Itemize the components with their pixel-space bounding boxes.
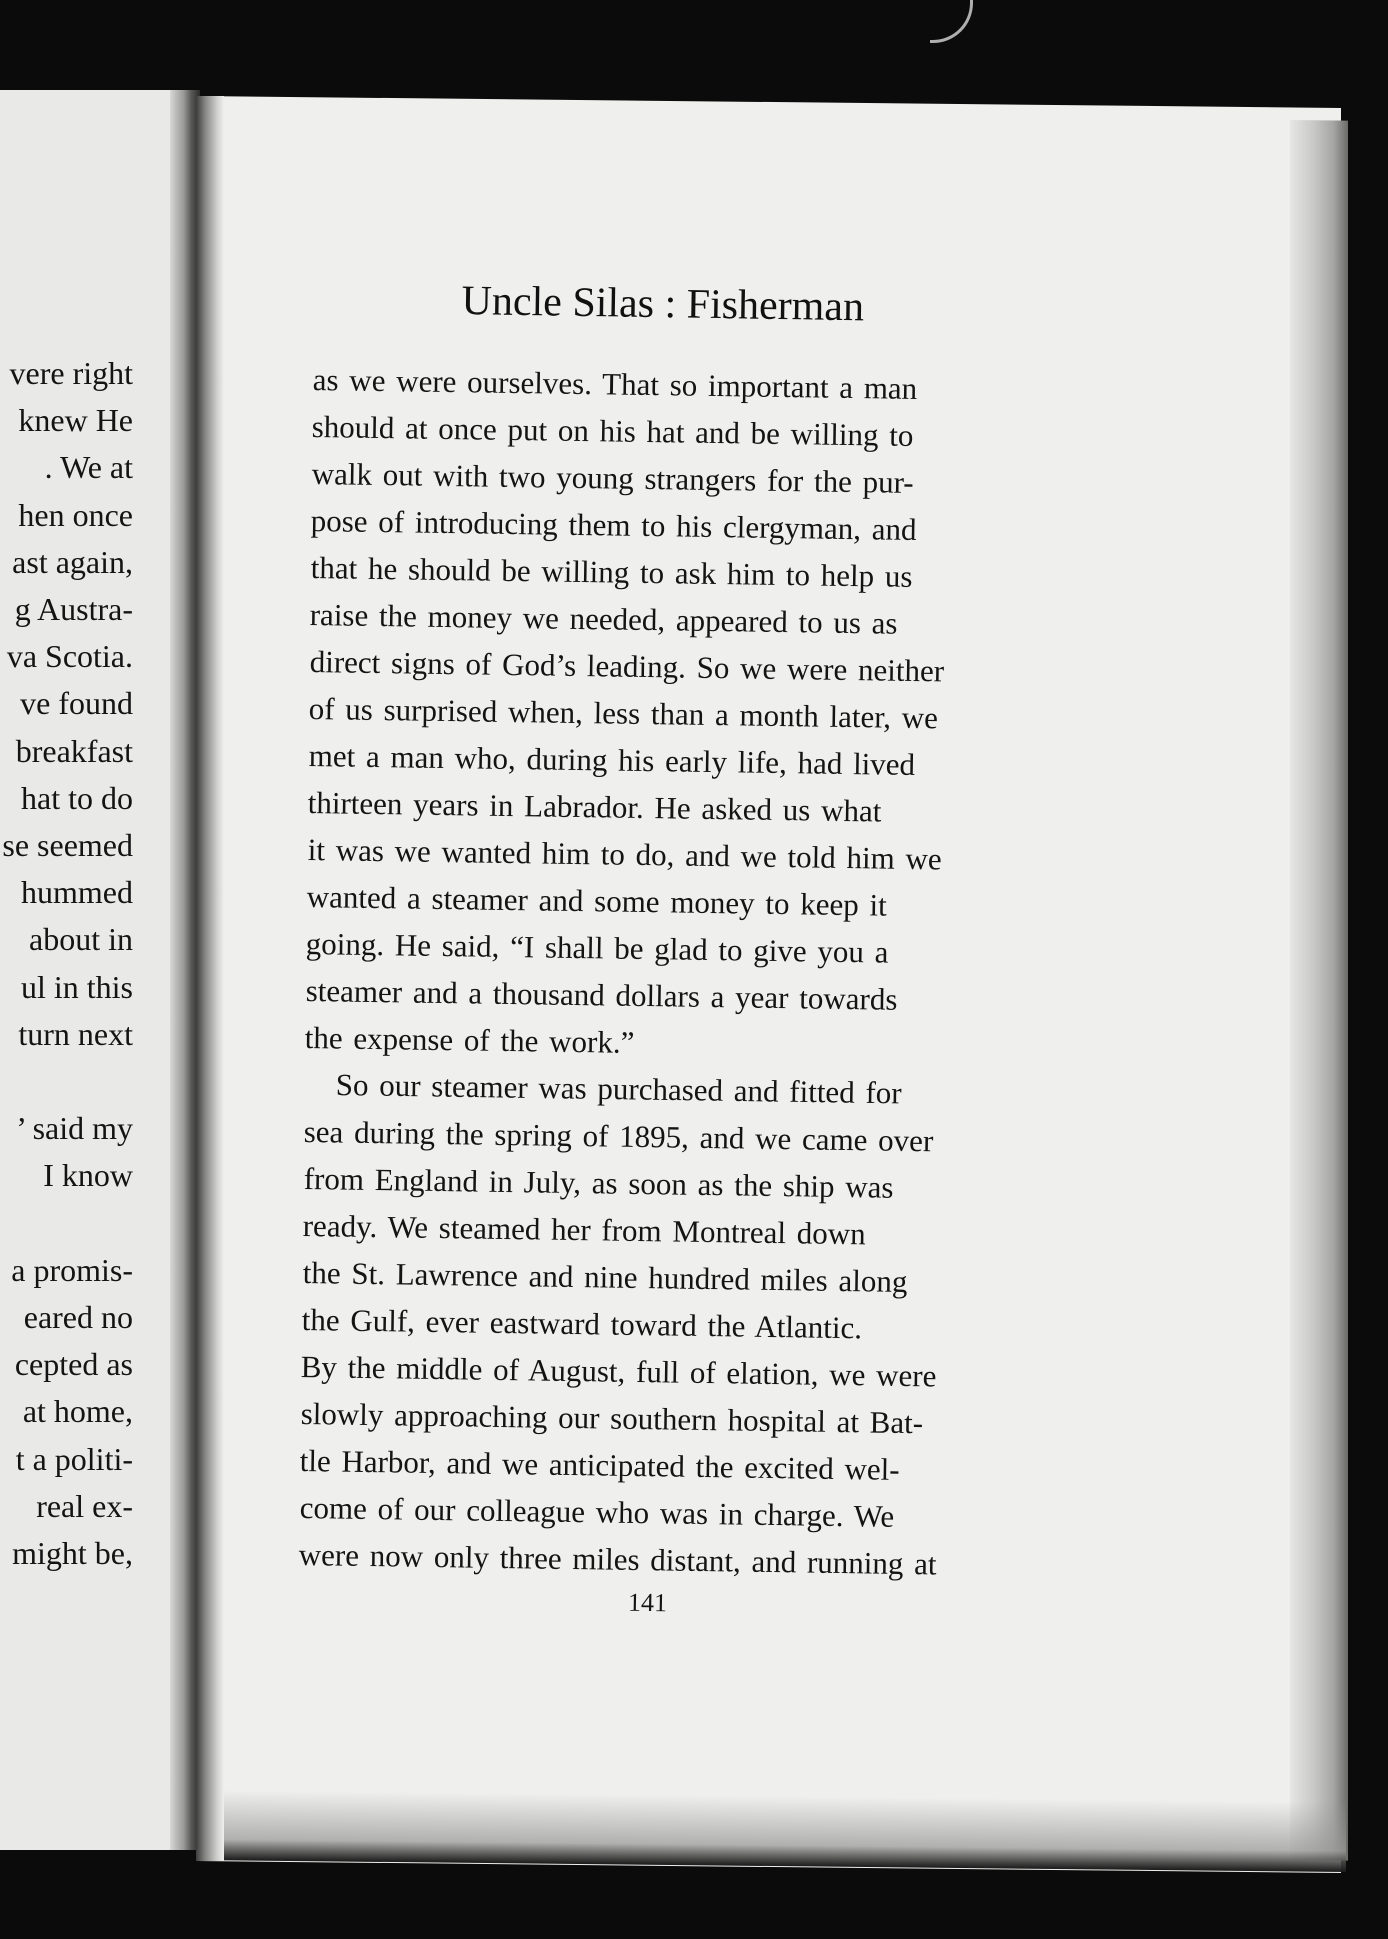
body-line: as we were ourselves. That so important a man (312, 362, 918, 406)
left-page-line: g Austra- (14, 591, 133, 627)
left-page-line: eared no (23, 1299, 133, 1335)
left-page-line: ul in this (20, 968, 133, 1005)
running-head: Uncle Silas : Fisherman (461, 277, 865, 331)
right-page-gutter (196, 96, 224, 1861)
body-line: met a man who, during his early life, had lived (308, 738, 915, 782)
left-page-line: . We at (44, 449, 133, 486)
page-bottom-shadow (196, 1790, 1346, 1872)
body-line: it was we wanted him to do, and we told him we (307, 832, 942, 877)
left-page-line: ast again, (12, 543, 133, 580)
body-line: from England in July, as soon as the ship was (303, 1161, 894, 1205)
left-page-line: vere right (9, 355, 133, 391)
body-line: raise the money we needed, appeared to us as (309, 597, 899, 641)
body-line: come of our colleague who was in charge. We (299, 1490, 895, 1534)
body-line: By the middle of August, full of elation, we were (300, 1349, 938, 1394)
body-line: of us surprised when, less than a month later, we (308, 691, 939, 736)
left-page-line: cepted as (14, 1346, 133, 1383)
body-line: the Gulf, ever eastward toward the Atlantic. (301, 1302, 863, 1346)
body-line: So our steamer was purchased and fitted for (335, 1067, 902, 1111)
body-line: pose of introducing them to his clergyman, and (310, 503, 918, 547)
body-line: sea during the spring of 1895, and we came over (303, 1114, 934, 1159)
left-page-line: a promis- (11, 1251, 133, 1288)
left-page-line: se seemed (2, 827, 133, 863)
body-line: the expense of the work.” (304, 1020, 635, 1060)
body-line: direct signs of God’s leading. So we were neither (309, 644, 945, 689)
left-page-line: t a politi- (15, 1440, 133, 1477)
left-page-line: hummed (21, 874, 133, 911)
left-page-line: knew He (18, 402, 133, 439)
left-page-line: about in (29, 921, 133, 958)
body-line: were now only three miles distant, and running at (298, 1537, 938, 1582)
left-page-line: turn next (18, 1015, 133, 1052)
body-line: steamer and a thousand dollars a year towards (305, 973, 898, 1017)
body-line: that he should be willing to ask him to help us (310, 550, 913, 594)
scan-smudge (930, 0, 973, 43)
left-page-line: might be, (12, 1535, 133, 1571)
left-page-line: hen once (18, 496, 133, 533)
left-page-line: at home, (22, 1393, 133, 1430)
body-line: thirteen years in Labrador. He asked us what (307, 785, 882, 829)
left-page-line: real ex- (36, 1487, 133, 1524)
body-line: ready. We steamed her from Montreal down (302, 1208, 867, 1252)
body-line: walk out with two young strangers for the pur- (311, 456, 914, 500)
left-page-line: hat to do (21, 779, 133, 816)
body-line: slowly approaching our southern hospital at Bat- (300, 1396, 924, 1441)
body-line: going. He said, “I shall be glad to give you a (305, 926, 890, 970)
page-edge (1290, 120, 1348, 1861)
left-page-line: ’ said my (16, 1110, 133, 1147)
body-line: the St. Lawrence and nine hundred miles along (302, 1255, 908, 1299)
left-page-line: I know (43, 1157, 133, 1194)
body-line: should at once put on his hat and be willing to (311, 409, 915, 453)
left-page-line: breakfast (15, 732, 133, 769)
left-page-line: va Scotia. (6, 638, 133, 675)
left-page-line: ve found (20, 685, 133, 722)
body-line: wanted a steamer and some money to keep it (306, 879, 887, 923)
body-line: tle Harbor, and we anticipated the excited wel- (299, 1443, 901, 1487)
page-number: 141 (627, 1587, 668, 1618)
